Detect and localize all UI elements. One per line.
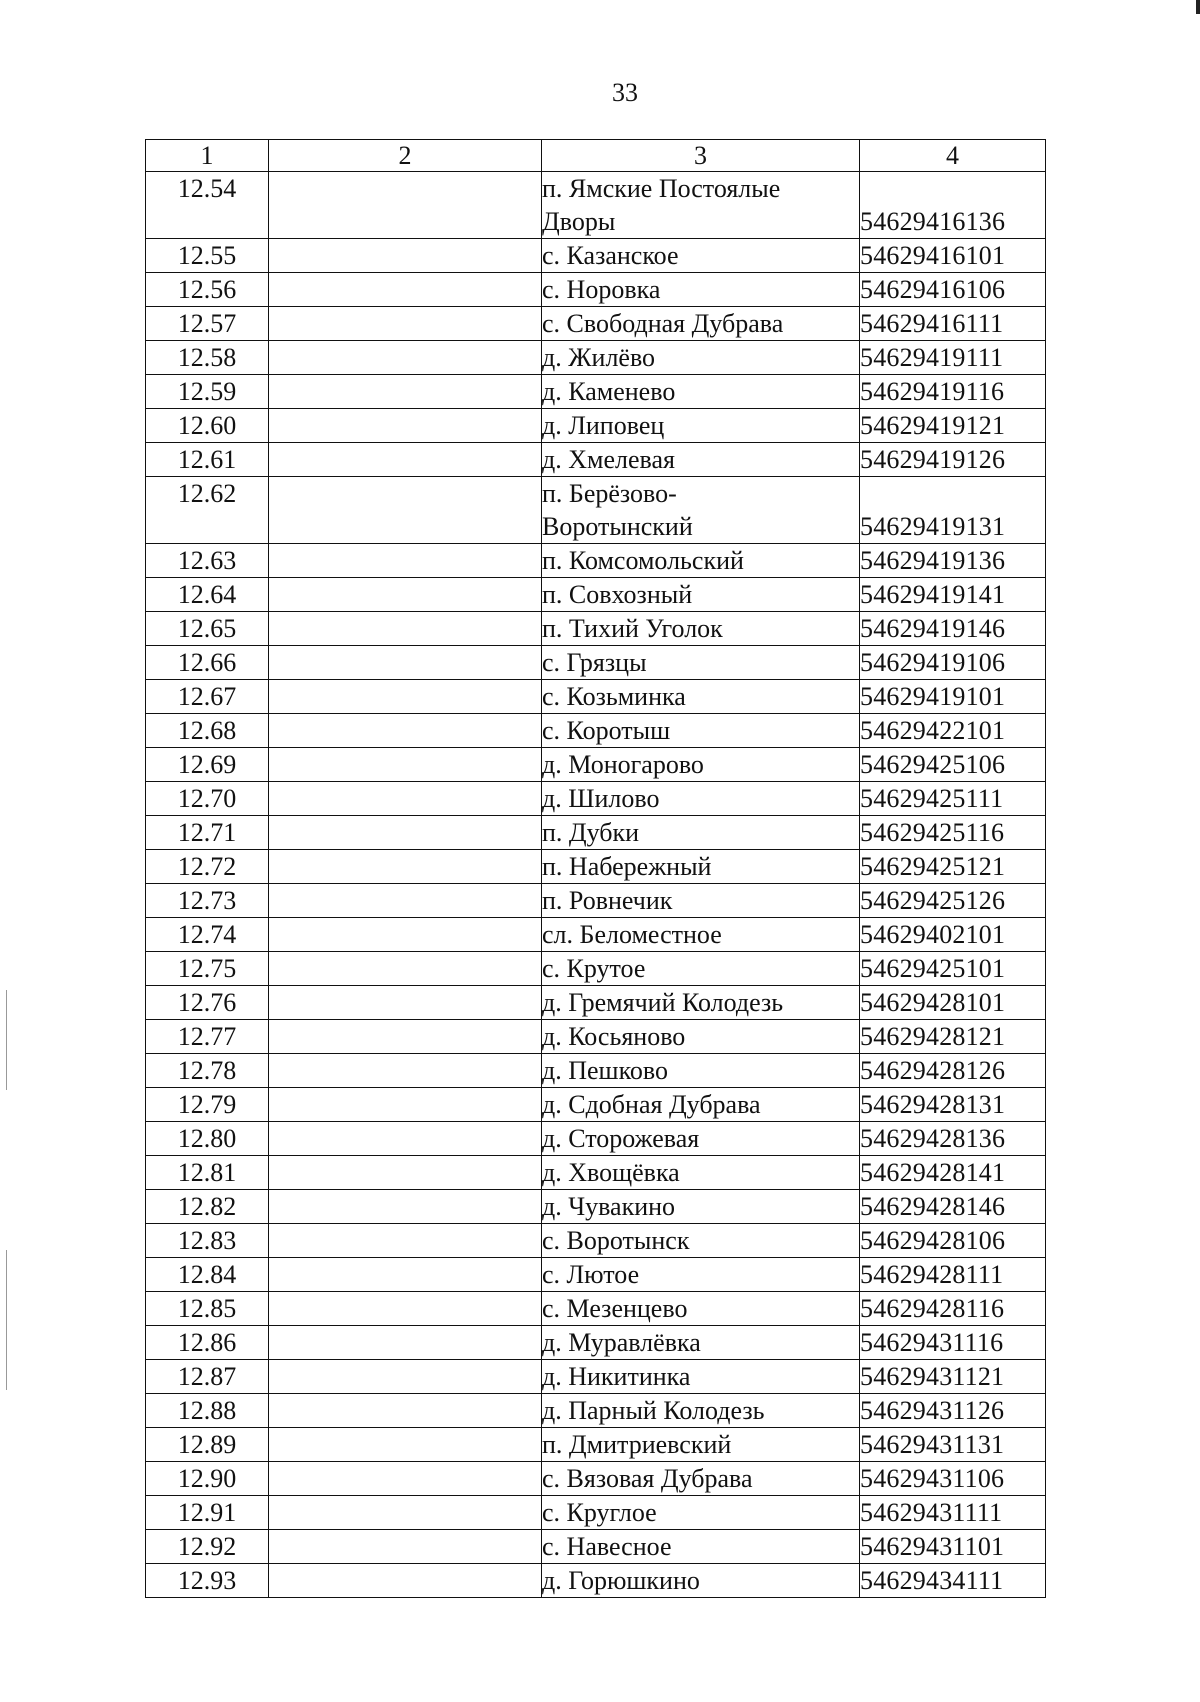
table-row xyxy=(146,443,1046,477)
row-number: 12.74 xyxy=(146,918,269,952)
table-row xyxy=(146,1428,1046,1462)
table-row xyxy=(146,1258,1046,1292)
settlement-name-line: д. Горюшкино xyxy=(542,1566,700,1595)
settlement-name-line: д. Жилёво xyxy=(542,343,656,372)
scan-artifact-line xyxy=(6,990,7,1090)
column-2-cell xyxy=(269,714,542,748)
row-number: 12.70 xyxy=(146,782,269,816)
settlement-name-line: с. Круглое xyxy=(542,1498,657,1527)
oktmo-code: 54629425111 xyxy=(860,782,1046,816)
oktmo-code: 54629428141 xyxy=(860,1156,1046,1190)
table-row xyxy=(146,748,1046,782)
settlement-name-line: д. Шилово xyxy=(542,784,660,813)
settlement-name-line: д. Хвощёвка xyxy=(542,1158,680,1187)
column-2-cell xyxy=(269,850,542,884)
row-number: 12.56 xyxy=(146,273,269,307)
settlement-name-line: с. Грязцы xyxy=(542,648,647,677)
settlement-name-line: с. Крутое xyxy=(542,954,646,983)
row-number: 12.88 xyxy=(146,1394,269,1428)
table-row xyxy=(146,375,1046,409)
table-row xyxy=(146,612,1046,646)
oktmo-code: 54629425106 xyxy=(860,748,1046,782)
column-2-cell xyxy=(269,1088,542,1122)
column-2-cell xyxy=(269,680,542,714)
row-number: 12.65 xyxy=(146,612,269,646)
settlement-name-line: п. Тихий Уголок xyxy=(542,614,723,643)
row-number: 12.90 xyxy=(146,1462,269,1496)
column-2-cell xyxy=(269,1190,542,1224)
column-2-cell xyxy=(269,918,542,952)
row-number: 12.63 xyxy=(146,544,269,578)
oktmo-code: 54629416111 xyxy=(860,307,1046,341)
table-row xyxy=(146,986,1046,1020)
oktmo-code: 54629419106 xyxy=(860,646,1046,680)
settlement-name xyxy=(542,1156,860,1190)
column-2-cell xyxy=(269,1428,542,1462)
row-number: 12.80 xyxy=(146,1122,269,1156)
settlement-name-line: с. Вязовая Дубрава xyxy=(542,1464,753,1493)
table-row xyxy=(146,307,1046,341)
column-2-cell xyxy=(269,646,542,680)
row-number: 12.68 xyxy=(146,714,269,748)
oktmo-code: 54629425121 xyxy=(860,850,1046,884)
settlement-name-line: с. Мезенцево xyxy=(542,1294,688,1323)
settlement-name xyxy=(542,1258,860,1292)
table-row xyxy=(146,1530,1046,1564)
column-2-cell xyxy=(269,612,542,646)
row-number: 12.58 xyxy=(146,341,269,375)
table-header-row xyxy=(146,140,1046,172)
oktmo-code: 54629428101 xyxy=(860,986,1046,1020)
oktmo-code: 54629419116 xyxy=(860,375,1046,409)
settlement-name-line: д. Гремячий Колодезь xyxy=(542,988,784,1017)
header-col-2: 2 xyxy=(269,140,542,172)
scan-artifact-line xyxy=(6,1250,7,1390)
settlement-name-line: д. Муравлёвка xyxy=(542,1328,701,1357)
table-row xyxy=(146,1360,1046,1394)
settlement-name-line: п. Дубки xyxy=(542,818,640,847)
header-col-4: 4 xyxy=(860,140,1046,172)
settlement-name xyxy=(542,714,860,748)
column-2-cell xyxy=(269,1564,542,1598)
oktmo-code: 54629402101 xyxy=(860,918,1046,952)
column-2-cell xyxy=(269,884,542,918)
table-row xyxy=(146,1156,1046,1190)
settlement-name xyxy=(542,1564,860,1598)
row-number: 12.75 xyxy=(146,952,269,986)
row-number: 12.64 xyxy=(146,578,269,612)
column-2-cell xyxy=(269,952,542,986)
oktmo-code: 54629428116 xyxy=(860,1292,1046,1326)
settlement-name xyxy=(542,782,860,816)
settlement-name-line: п. Комсомольский xyxy=(542,546,744,575)
settlement-name xyxy=(542,1190,860,1224)
oktmo-code: 54629434111 xyxy=(860,1564,1046,1598)
table-row xyxy=(146,850,1046,884)
oktmo-code: 54629431116 xyxy=(860,1326,1046,1360)
settlement-name xyxy=(542,477,860,544)
settlement-name-line: с. Коротыш xyxy=(542,716,671,745)
column-2-cell xyxy=(269,782,542,816)
settlement-name-line: п. Совхозный xyxy=(542,580,693,609)
table-row xyxy=(146,477,1046,544)
settlement-name xyxy=(542,850,860,884)
table-row xyxy=(146,646,1046,680)
oktmo-code: 54629419126 xyxy=(860,443,1046,477)
oktmo-code: 54629419121 xyxy=(860,409,1046,443)
settlement-name xyxy=(542,1224,860,1258)
row-number: 12.60 xyxy=(146,409,269,443)
settlement-name-line: д. Сдобная Дубрава xyxy=(542,1090,761,1119)
row-number: 12.77 xyxy=(146,1020,269,1054)
oktmo-code: 54629428111 xyxy=(860,1258,1046,1292)
row-number: 12.76 xyxy=(146,986,269,1020)
column-2-cell xyxy=(269,748,542,782)
settlement-name xyxy=(542,1428,860,1462)
oktmo-code: 54629431131 xyxy=(860,1428,1046,1462)
column-2-cell xyxy=(269,341,542,375)
row-number: 12.59 xyxy=(146,375,269,409)
settlement-name xyxy=(542,443,860,477)
settlement-name-line: д. Парный Колодезь xyxy=(542,1396,765,1425)
oktmo-code: 54629431111 xyxy=(860,1496,1046,1530)
oktmo-code: 54629416136 xyxy=(860,172,1046,239)
settlement-name xyxy=(542,612,860,646)
column-2-cell xyxy=(269,1020,542,1054)
row-number: 12.84 xyxy=(146,1258,269,1292)
oktmo-code: 54629419111 xyxy=(860,341,1046,375)
table-row xyxy=(146,1564,1046,1598)
table-row xyxy=(146,1496,1046,1530)
column-2-cell xyxy=(269,307,542,341)
oktmo-code: 54629422101 xyxy=(860,714,1046,748)
column-2-cell xyxy=(269,1394,542,1428)
oktmo-code: 54629431101 xyxy=(860,1530,1046,1564)
row-number: 12.55 xyxy=(146,239,269,273)
table-row xyxy=(146,782,1046,816)
column-2-cell xyxy=(269,816,542,850)
settlement-name-line: д. Хмелевая xyxy=(542,445,675,474)
settlement-name xyxy=(542,1020,860,1054)
row-number: 12.83 xyxy=(146,1224,269,1258)
oktmo-code: 54629419131 xyxy=(860,477,1046,544)
column-2-cell xyxy=(269,1530,542,1564)
settlement-name-line: д. Моногарово xyxy=(542,750,704,779)
table-row xyxy=(146,544,1046,578)
settlement-name xyxy=(542,172,860,239)
settlement-name xyxy=(542,578,860,612)
table-row xyxy=(146,1292,1046,1326)
settlement-name xyxy=(542,986,860,1020)
oktmo-code: 54629428106 xyxy=(860,1224,1046,1258)
settlement-name-line: д. Липовец xyxy=(542,411,665,440)
settlement-name xyxy=(542,1326,860,1360)
column-2-cell xyxy=(269,986,542,1020)
row-number: 12.54 xyxy=(146,172,269,239)
settlement-name-line: с. Норовка xyxy=(542,275,661,304)
table-row xyxy=(146,884,1046,918)
row-number: 12.78 xyxy=(146,1054,269,1088)
column-2-cell xyxy=(269,409,542,443)
page-number: 33 xyxy=(612,78,638,107)
oktmo-code: 54629428126 xyxy=(860,1054,1046,1088)
table-row xyxy=(146,952,1046,986)
column-2-cell xyxy=(269,273,542,307)
settlement-name-line: д. Пешково xyxy=(542,1056,668,1085)
settlement-name xyxy=(542,1054,860,1088)
oktmo-code: 54629416106 xyxy=(860,273,1046,307)
table-row xyxy=(146,578,1046,612)
settlement-name xyxy=(542,680,860,714)
row-number: 12.57 xyxy=(146,307,269,341)
settlement-name xyxy=(542,1530,860,1564)
row-number: 12.85 xyxy=(146,1292,269,1326)
column-2-cell xyxy=(269,1292,542,1326)
table-row xyxy=(146,1462,1046,1496)
header-col-3: 3 xyxy=(542,140,860,172)
settlement-name-line: д. Чувакино xyxy=(542,1192,676,1221)
column-2-cell xyxy=(269,1496,542,1530)
settlement-name xyxy=(542,1394,860,1428)
settlement-name xyxy=(542,1088,860,1122)
table-row xyxy=(146,1190,1046,1224)
column-2-cell xyxy=(269,1462,542,1496)
settlement-name-line: д. Косьяново xyxy=(542,1022,686,1051)
settlement-name xyxy=(542,273,860,307)
oktmo-code: 54629419146 xyxy=(860,612,1046,646)
settlement-name xyxy=(542,952,860,986)
column-2-cell xyxy=(269,1326,542,1360)
table-row xyxy=(146,918,1046,952)
row-number: 12.66 xyxy=(146,646,269,680)
oktmo-code: 54629416101 xyxy=(860,239,1046,273)
settlement-name-line: п. Ровнечик xyxy=(542,886,673,915)
row-number: 12.87 xyxy=(146,1360,269,1394)
settlement-name xyxy=(542,1360,860,1394)
oktmo-code: 54629419136 xyxy=(860,544,1046,578)
oktmo-code: 54629431106 xyxy=(860,1462,1046,1496)
settlement-name xyxy=(542,748,860,782)
oktmo-code: 54629428146 xyxy=(860,1190,1046,1224)
settlement-name-line: д. Никитинка xyxy=(542,1362,691,1391)
oktmo-code: 54629425101 xyxy=(860,952,1046,986)
row-number: 12.73 xyxy=(146,884,269,918)
table-row xyxy=(146,714,1046,748)
settlement-name-line: д. Сторожевая xyxy=(542,1124,700,1153)
row-number: 12.86 xyxy=(146,1326,269,1360)
oktmo-code: 54629425126 xyxy=(860,884,1046,918)
table-row xyxy=(146,680,1046,714)
table-row xyxy=(146,816,1046,850)
row-number: 12.93 xyxy=(146,1564,269,1598)
table-body xyxy=(146,172,1046,1598)
settlement-name xyxy=(542,1122,860,1156)
settlement-name-line: п. Берёзово- xyxy=(542,479,677,508)
settlement-name-line: д. Каменево xyxy=(542,377,676,406)
row-number: 12.62 xyxy=(146,477,269,544)
table-row xyxy=(146,1326,1046,1360)
row-number: 12.82 xyxy=(146,1190,269,1224)
table-row xyxy=(146,1224,1046,1258)
row-number: 12.92 xyxy=(146,1530,269,1564)
row-number: 12.91 xyxy=(146,1496,269,1530)
column-2-cell xyxy=(269,544,542,578)
settlement-name-line: с. Воротынск xyxy=(542,1226,690,1255)
settlement-name-line-2: Воротынский xyxy=(542,512,693,541)
column-2-cell xyxy=(269,1156,542,1190)
row-number: 12.69 xyxy=(146,748,269,782)
settlement-name xyxy=(542,816,860,850)
column-2-cell xyxy=(269,1122,542,1156)
table-row xyxy=(146,172,1046,239)
settlement-name-line: сл. Беломестное xyxy=(542,920,722,949)
settlement-name-line: п. Набережный xyxy=(542,852,712,881)
settlement-name xyxy=(542,884,860,918)
row-number: 12.67 xyxy=(146,680,269,714)
settlement-name xyxy=(542,1462,860,1496)
column-2-cell xyxy=(269,375,542,409)
settlement-name xyxy=(542,341,860,375)
table-row xyxy=(146,1054,1046,1088)
settlement-name-line: с. Навесное xyxy=(542,1532,672,1561)
settlement-name-line-2: Дворы xyxy=(542,207,616,236)
settlement-name-line: п. Ямские Постоялые xyxy=(542,174,781,203)
settlement-name-line: с. Лютое xyxy=(542,1260,640,1289)
table-row xyxy=(146,341,1046,375)
settlement-name xyxy=(542,1496,860,1530)
oktmo-code: 54629419141 xyxy=(860,578,1046,612)
oktmo-code: 54629428121 xyxy=(860,1020,1046,1054)
row-number: 12.89 xyxy=(146,1428,269,1462)
table-row xyxy=(146,273,1046,307)
column-2-cell xyxy=(269,443,542,477)
column-2-cell xyxy=(269,1360,542,1394)
oktmo-code: 54629431121 xyxy=(860,1360,1046,1394)
oktmo-code: 54629428136 xyxy=(860,1122,1046,1156)
table-row xyxy=(146,409,1046,443)
settlements-table xyxy=(145,139,1046,1598)
settlement-name xyxy=(542,307,860,341)
table-row xyxy=(146,1088,1046,1122)
settlement-name xyxy=(542,918,860,952)
settlement-name-line: п. Дмитриевский xyxy=(542,1430,732,1459)
oktmo-code: 54629425116 xyxy=(860,816,1046,850)
column-2-cell xyxy=(269,1258,542,1292)
settlement-name xyxy=(542,544,860,578)
settlement-name xyxy=(542,375,860,409)
settlement-name-line: с. Свободная Дубрава xyxy=(542,309,784,338)
scan-edge-mark xyxy=(1196,0,1200,14)
column-2-cell xyxy=(269,578,542,612)
column-2-cell xyxy=(269,477,542,544)
table-row xyxy=(146,1394,1046,1428)
oktmo-code: 54629419101 xyxy=(860,680,1046,714)
header-col-1: 1 xyxy=(146,140,269,172)
row-number: 12.81 xyxy=(146,1156,269,1190)
row-number: 12.72 xyxy=(146,850,269,884)
settlement-name xyxy=(542,1292,860,1326)
settlement-name xyxy=(542,239,860,273)
oktmo-code: 54629428131 xyxy=(860,1088,1046,1122)
column-2-cell xyxy=(269,1054,542,1088)
row-number: 12.61 xyxy=(146,443,269,477)
settlement-name xyxy=(542,409,860,443)
table-row xyxy=(146,239,1046,273)
table-row xyxy=(146,1020,1046,1054)
column-2-cell xyxy=(269,1224,542,1258)
settlement-name-line: с. Казанское xyxy=(542,241,679,270)
row-number: 12.79 xyxy=(146,1088,269,1122)
table-row xyxy=(146,1122,1046,1156)
row-number: 12.71 xyxy=(146,816,269,850)
settlement-name xyxy=(542,646,860,680)
column-2-cell xyxy=(269,172,542,239)
column-2-cell xyxy=(269,239,542,273)
settlement-name-line: с. Козьминка xyxy=(542,682,686,711)
oktmo-code: 54629431126 xyxy=(860,1394,1046,1428)
